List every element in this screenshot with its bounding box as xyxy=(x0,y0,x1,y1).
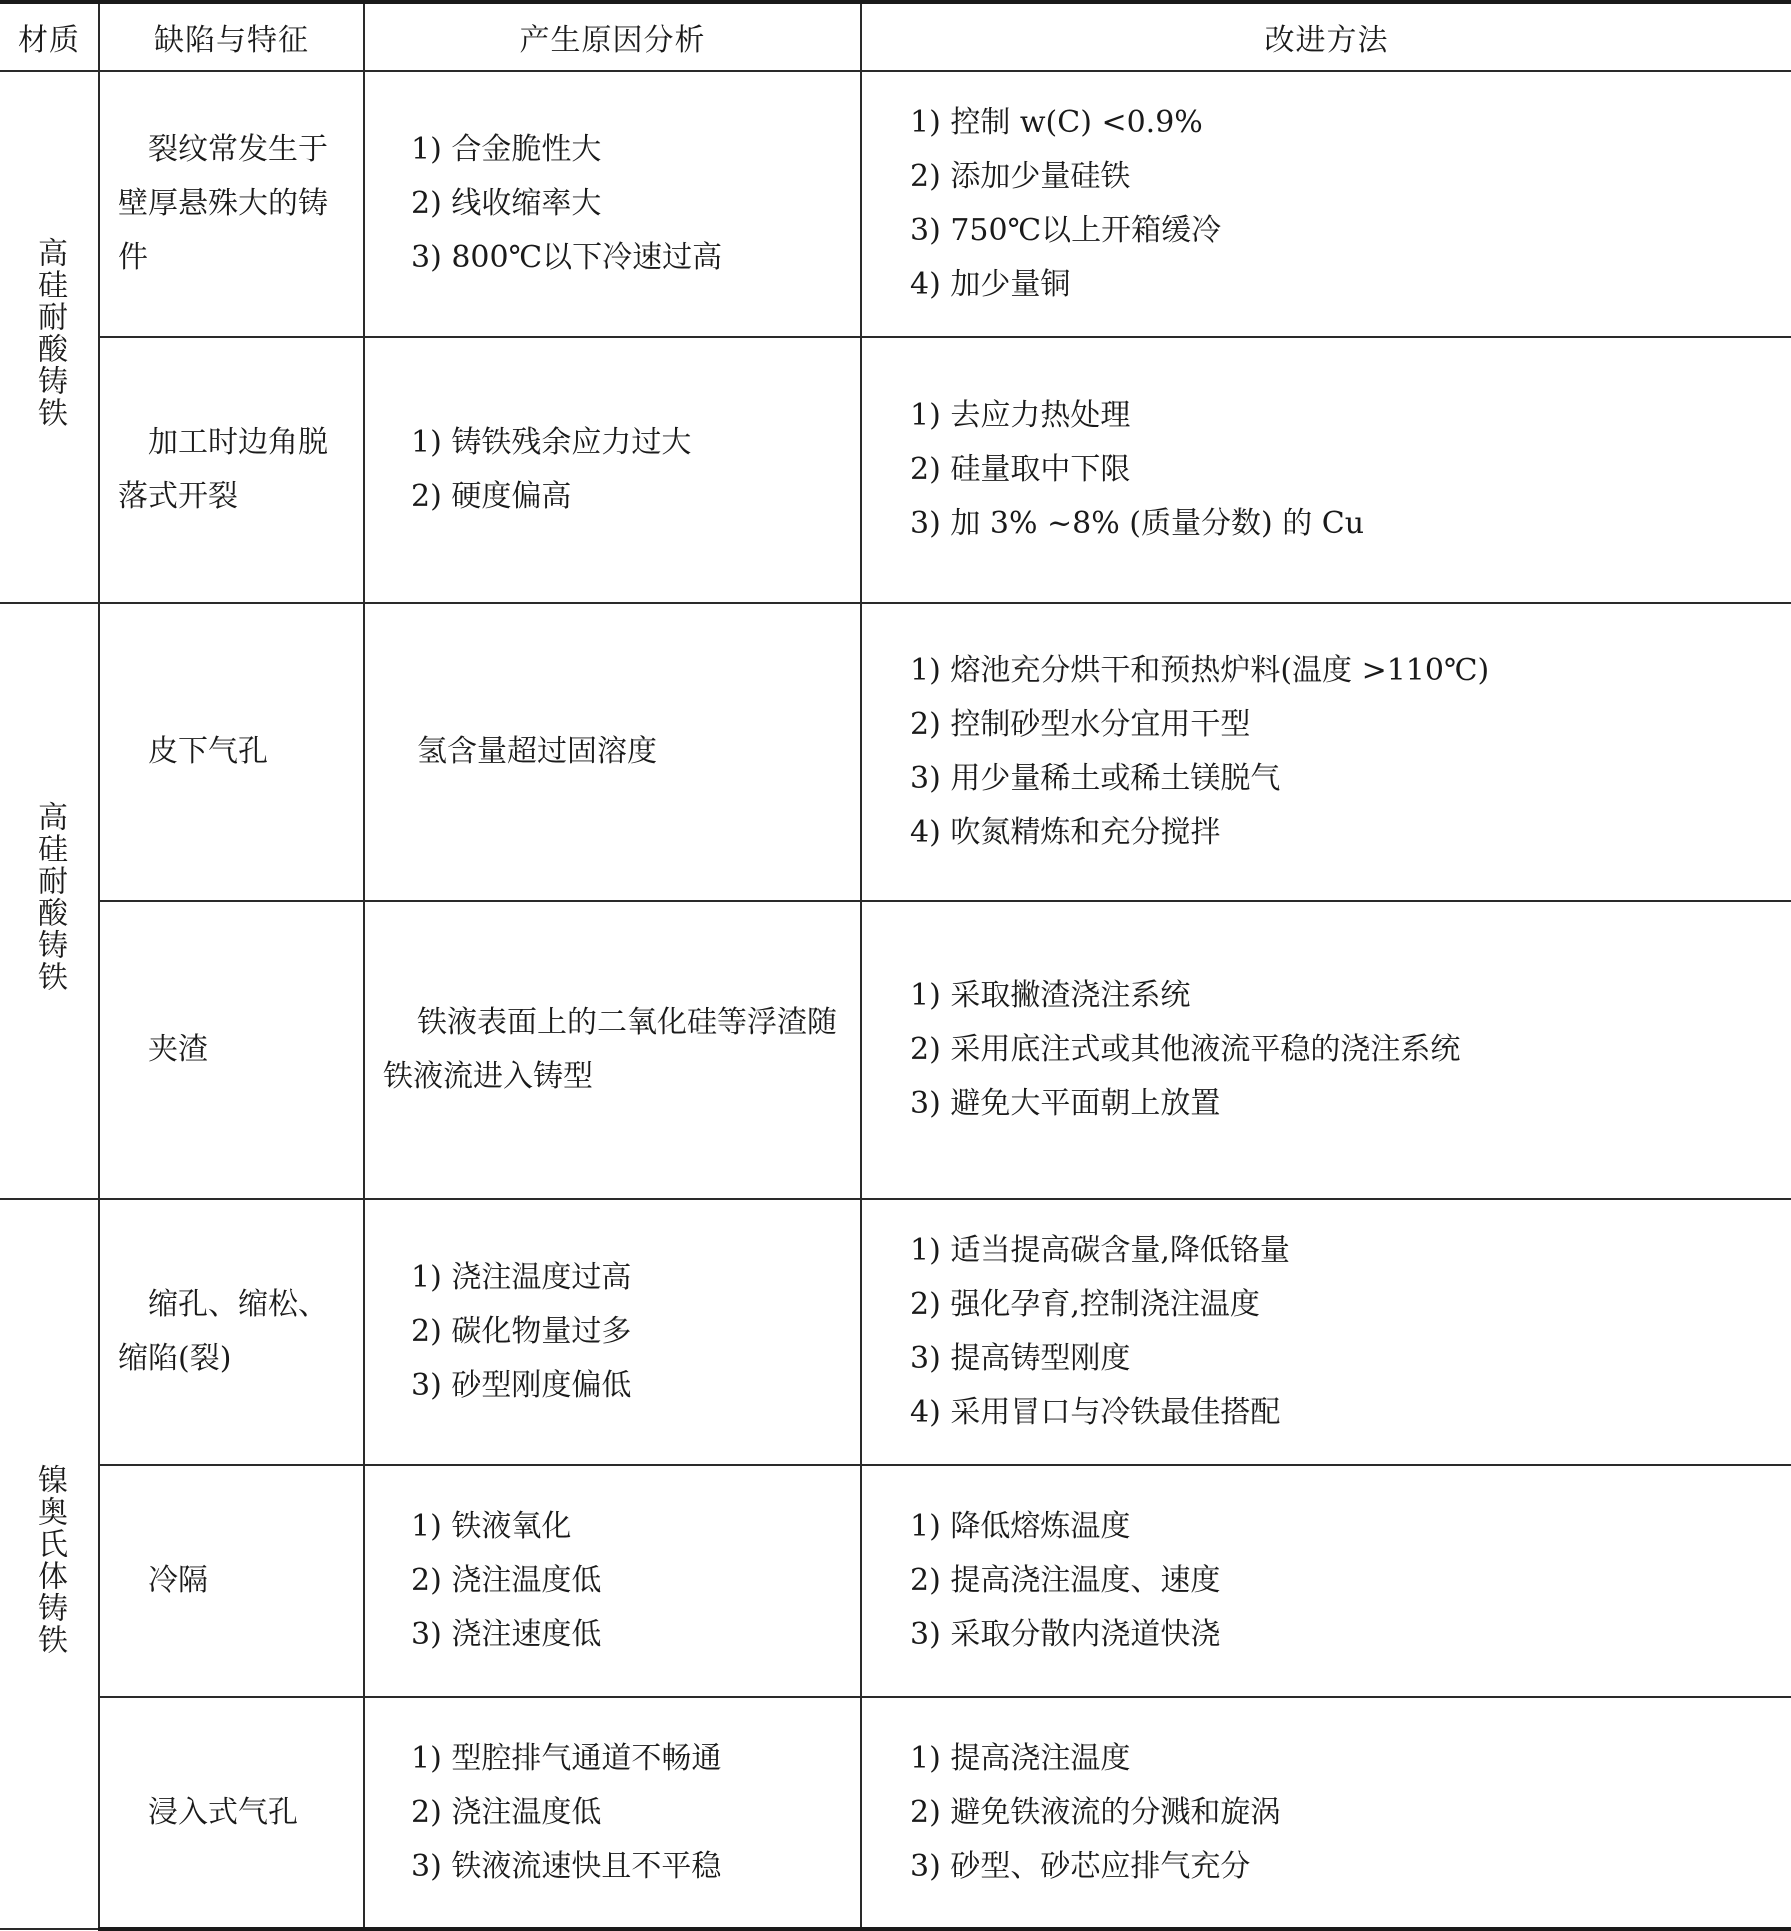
defect-cell xyxy=(99,603,364,901)
cause-cell xyxy=(364,337,861,603)
fix-cell xyxy=(861,1465,1791,1697)
defect-text: 缩孔、缩松、缩陷(裂) xyxy=(118,1287,328,1376)
cause-item: 1) 铸铁残余应力过大 xyxy=(411,425,692,460)
fix-item: 4) 吹氮精炼和充分搅拌 xyxy=(910,815,1221,850)
table-row xyxy=(0,337,1791,603)
cause-item: 3) 800℃以下冷速过高 xyxy=(411,240,723,275)
group-high-silicon-1 xyxy=(0,71,1791,603)
table-row xyxy=(0,1697,1791,1929)
fix-item: 3) 750℃以上开箱缓冷 xyxy=(910,213,1222,248)
material-label: 高硅耐酸铸铁 xyxy=(32,237,67,429)
table-row xyxy=(0,71,1791,337)
defect-cell xyxy=(99,1697,364,1929)
cause-item: 2) 硬度偏高 xyxy=(411,479,572,514)
header-cause: 产生原因分析 xyxy=(364,2,861,71)
group-high-silicon-2 xyxy=(0,603,1791,1199)
fix-item: 4) 采用冒口与冷铁最佳搭配 xyxy=(910,1395,1281,1430)
group-nickel-austenitic xyxy=(0,1199,1791,1929)
fix-cell xyxy=(861,337,1791,603)
fix-item: 1) 降低熔炼温度 xyxy=(910,1509,1131,1544)
fix-item: 2) 硅量取中下限 xyxy=(910,452,1131,487)
table-row xyxy=(0,901,1791,1199)
header-material: 材质 xyxy=(0,2,99,71)
cause-item: 3) 砂型刚度偏低 xyxy=(411,1368,632,1403)
cause-item: 3) 铁液流速快且不平稳 xyxy=(411,1848,722,1884)
fix-item: 2) 添加少量硅铁 xyxy=(910,159,1131,194)
material-cell xyxy=(0,603,99,1199)
cause-cell xyxy=(364,71,861,337)
header-fix: 改进方法 xyxy=(861,2,1791,71)
fix-item: 1) 去应力热处理 xyxy=(910,398,1131,433)
defect-cell xyxy=(99,1199,364,1465)
defect-cell xyxy=(99,337,364,603)
material-label: 镍奥氏体铸铁 xyxy=(32,1464,67,1656)
defect-text: 浸入式气孔 xyxy=(148,1794,298,1830)
fix-item: 1) 熔池充分烘干和预热炉料(温度 >110℃) xyxy=(910,653,1490,688)
fix-item: 2) 避免铁液流的分溅和旋涡 xyxy=(910,1794,1281,1830)
fix-cell xyxy=(861,71,1791,337)
defect-cell xyxy=(99,901,364,1199)
cause-item: 2) 碳化物量过多 xyxy=(411,1314,632,1349)
table-row xyxy=(0,1199,1791,1465)
fix-item: 3) 用少量稀土或稀土镁脱气 xyxy=(910,761,1281,796)
table-header xyxy=(0,2,1791,71)
fix-item: 3) 采取分散内浇道快浇 xyxy=(910,1617,1221,1652)
defect-text: 皮下气孔 xyxy=(148,734,268,769)
fix-item: 1) 采取撇渣浇注系统 xyxy=(910,978,1191,1013)
cause-item: 1) 浇注温度过高 xyxy=(411,1260,632,1295)
table-row xyxy=(0,603,1791,901)
header-defect: 缺陷与特征 xyxy=(99,2,364,71)
fix-cell xyxy=(861,901,1791,1199)
defect-cell xyxy=(99,71,364,337)
fix-item: 3) 砂型、砂芯应排气充分 xyxy=(910,1848,1251,1884)
fix-item: 1) 提高浇注温度 xyxy=(910,1740,1131,1776)
cause-text: 氢含量超过固溶度 xyxy=(417,734,657,769)
fix-item: 1) 适当提高碳含量,降低铬量 xyxy=(910,1233,1290,1268)
material-cell xyxy=(0,1199,99,1929)
cause-item: 3) 浇注速度低 xyxy=(411,1617,602,1652)
defect-cell xyxy=(99,1465,364,1697)
cause-cell xyxy=(364,901,861,1199)
cause-item: 2) 浇注温度低 xyxy=(411,1794,602,1830)
defect-text: 裂纹常发生于壁厚悬殊大的铸件 xyxy=(118,132,328,275)
fix-item: 3) 提高铸型刚度 xyxy=(910,1341,1131,1376)
fix-cell xyxy=(861,1199,1791,1465)
cause-item: 1) 铁液氧化 xyxy=(411,1509,572,1544)
cause-cell xyxy=(364,1199,861,1465)
table-row xyxy=(0,1465,1791,1697)
defect-text: 加工时边角脱落式开裂 xyxy=(118,425,328,514)
cause-cell xyxy=(364,603,861,901)
fix-item: 2) 控制砂型水分宜用干型 xyxy=(910,707,1251,742)
defect-text: 冷隔 xyxy=(148,1563,208,1598)
fix-item: 3) 避免大平面朝上放置 xyxy=(910,1086,1221,1121)
cause-item: 1) 型腔排气通道不畅通 xyxy=(411,1740,722,1776)
fix-item: 2) 采用底注式或其他液流平稳的浇注系统 xyxy=(910,1032,1461,1067)
cause-cell xyxy=(364,1465,861,1697)
fix-item: 3) 加 3% ~8% (质量分数) 的 Cu xyxy=(910,506,1365,541)
fix-item: 4) 加少量铜 xyxy=(910,267,1071,302)
material-cell xyxy=(0,71,99,603)
fix-item: 2) 提高浇注温度、速度 xyxy=(910,1563,1221,1598)
defect-text: 夹渣 xyxy=(148,1032,208,1067)
fix-item: 2) 强化孕育,控制浇注温度 xyxy=(910,1287,1260,1322)
cause-item: 1) 合金脆性大 xyxy=(411,132,602,167)
cause-text: 铁液表面上的二氧化硅等浮渣随铁液流进入铸型 xyxy=(383,1005,837,1094)
material-label: 高硅耐酸铸铁 xyxy=(32,801,67,993)
cause-item: 2) 线收缩率大 xyxy=(411,186,602,221)
fix-cell xyxy=(861,1697,1791,1929)
cause-cell xyxy=(364,1697,861,1929)
fix-item: 1) 控制 w(C) <0.9% xyxy=(910,105,1203,140)
fix-cell xyxy=(861,603,1791,901)
cause-item: 2) 浇注温度低 xyxy=(411,1563,602,1598)
